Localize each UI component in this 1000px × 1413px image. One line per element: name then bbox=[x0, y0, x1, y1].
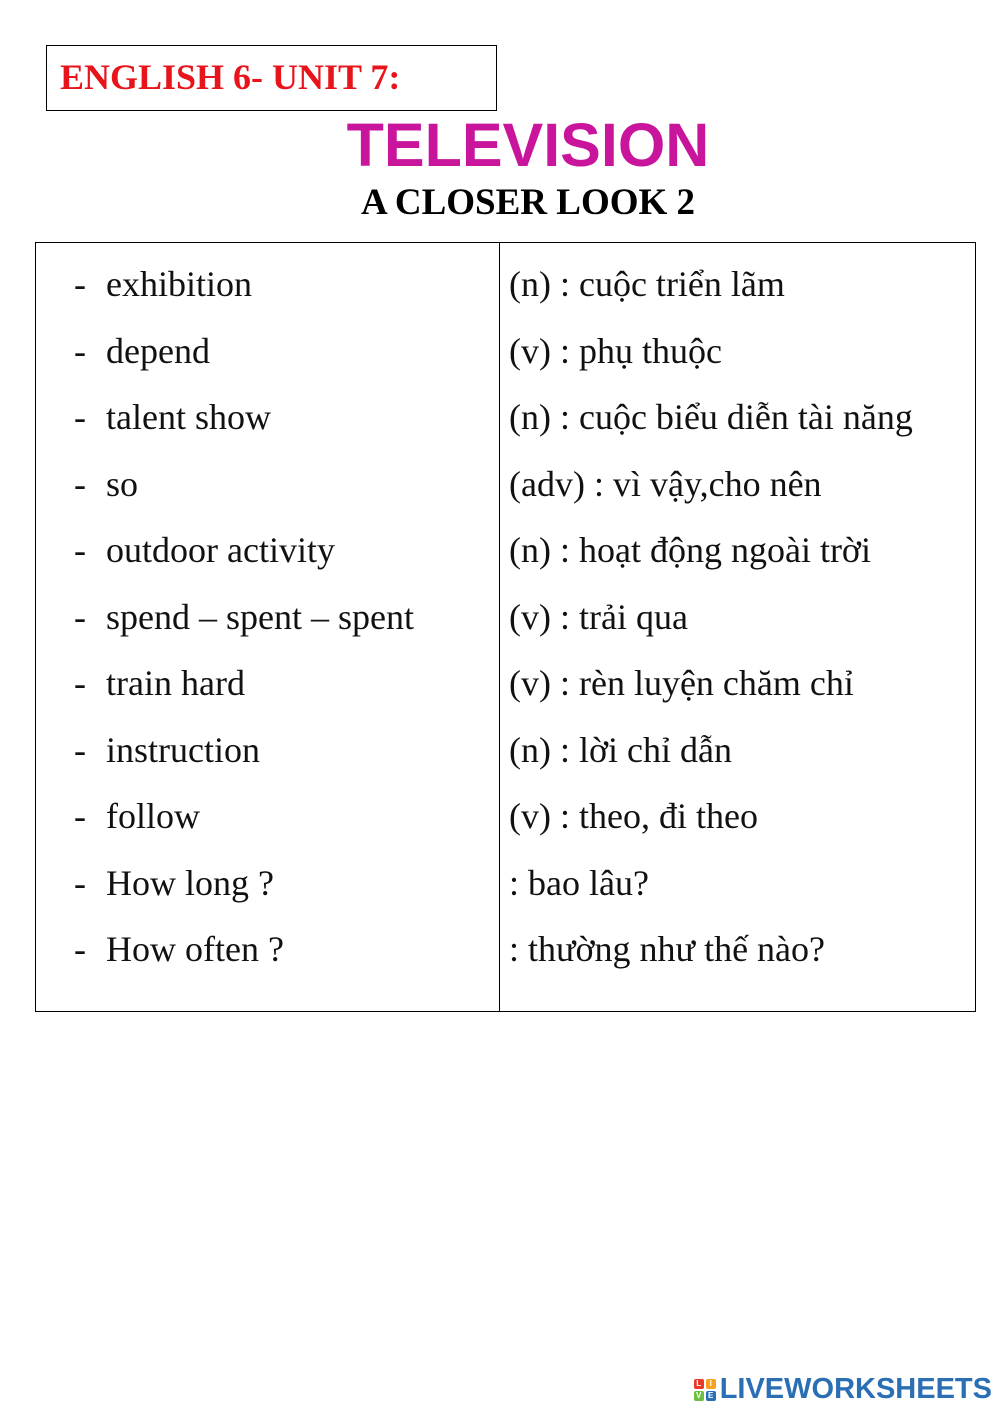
logo-letter: V bbox=[694, 1391, 704, 1401]
vocab-term: depend bbox=[106, 330, 210, 371]
vocab-term: How often ? bbox=[106, 929, 284, 969]
vocab-term: spend – spent – spent bbox=[106, 596, 414, 637]
liveworksheets-brand: LIVEWORKSHEETS bbox=[719, 1373, 992, 1405]
vocab-meaning: (v) : trải qua bbox=[509, 596, 688, 637]
liveworksheets-logo-icon bbox=[694, 1379, 716, 1401]
vocab-row bbox=[36, 463, 975, 529]
bullet-dash: - bbox=[74, 397, 86, 437]
bullet-dash: - bbox=[74, 463, 86, 504]
vocab-row bbox=[36, 662, 975, 728]
vocab-meaning: : bao lâu? bbox=[509, 862, 649, 903]
unit-label: ENGLISH 6- UNIT 7: bbox=[60, 57, 401, 97]
vocab-meaning: (n) : cuộc triển lãm bbox=[509, 264, 785, 304]
vocab-meaning: : thường như thế nào? bbox=[509, 929, 826, 969]
vocab-row bbox=[36, 928, 975, 994]
vocab-row bbox=[36, 529, 975, 595]
vocab-meaning: (n) : lời chỉ dẫn bbox=[509, 729, 732, 770]
unit-label-box bbox=[46, 45, 497, 111]
vocab-row bbox=[36, 795, 975, 861]
vocabulary-table bbox=[35, 242, 976, 1012]
logo-letter: E bbox=[706, 1391, 716, 1401]
vocab-row bbox=[36, 862, 975, 928]
vocab-term: outdoor activity bbox=[106, 530, 335, 570]
vocab-row bbox=[36, 396, 975, 462]
vocab-term: so bbox=[106, 463, 139, 504]
logo-letter: I bbox=[706, 1379, 716, 1389]
vocab-meaning: (v) : rèn luyện chăm chỉ bbox=[509, 663, 854, 703]
vocab-row bbox=[36, 729, 975, 795]
logo-letter: L bbox=[694, 1379, 704, 1389]
bullet-dash: - bbox=[74, 929, 86, 969]
vocab-term: train hard bbox=[106, 663, 245, 703]
bullet-dash: - bbox=[74, 264, 86, 304]
vocab-meaning: (n) : hoạt động ngoài trời bbox=[509, 530, 871, 570]
vocab-meaning: (v) : theo, đi theo bbox=[509, 796, 758, 836]
vocab-meaning: (n) : cuộc biểu diễn tài năng bbox=[509, 397, 913, 437]
bullet-dash: - bbox=[74, 862, 86, 903]
page-title: TELEVISION bbox=[346, 111, 710, 179]
bullet-dash: - bbox=[74, 596, 86, 637]
vocab-row bbox=[36, 263, 975, 329]
vocab-meaning: (v) : phụ thuộc bbox=[509, 330, 722, 371]
liveworksheets-footer bbox=[694, 1373, 992, 1406]
vocab-term: instruction bbox=[106, 729, 260, 770]
bullet-dash: - bbox=[74, 330, 86, 371]
vocab-row bbox=[36, 596, 975, 662]
bullet-dash: - bbox=[74, 530, 86, 570]
vocab-term: How long ? bbox=[106, 862, 274, 903]
vocab-row bbox=[36, 330, 975, 396]
vocab-term: follow bbox=[106, 796, 200, 836]
vocab-meaning: (adv) : vì vậy,cho nên bbox=[509, 463, 822, 504]
vocab-term: exhibition bbox=[106, 264, 252, 304]
page-subtitle: A CLOSER LOOK 2 bbox=[360, 182, 696, 223]
vocab-term: talent show bbox=[106, 397, 271, 437]
bullet-dash: - bbox=[74, 663, 86, 703]
bullet-dash: - bbox=[74, 796, 86, 836]
bullet-dash: - bbox=[74, 729, 86, 770]
